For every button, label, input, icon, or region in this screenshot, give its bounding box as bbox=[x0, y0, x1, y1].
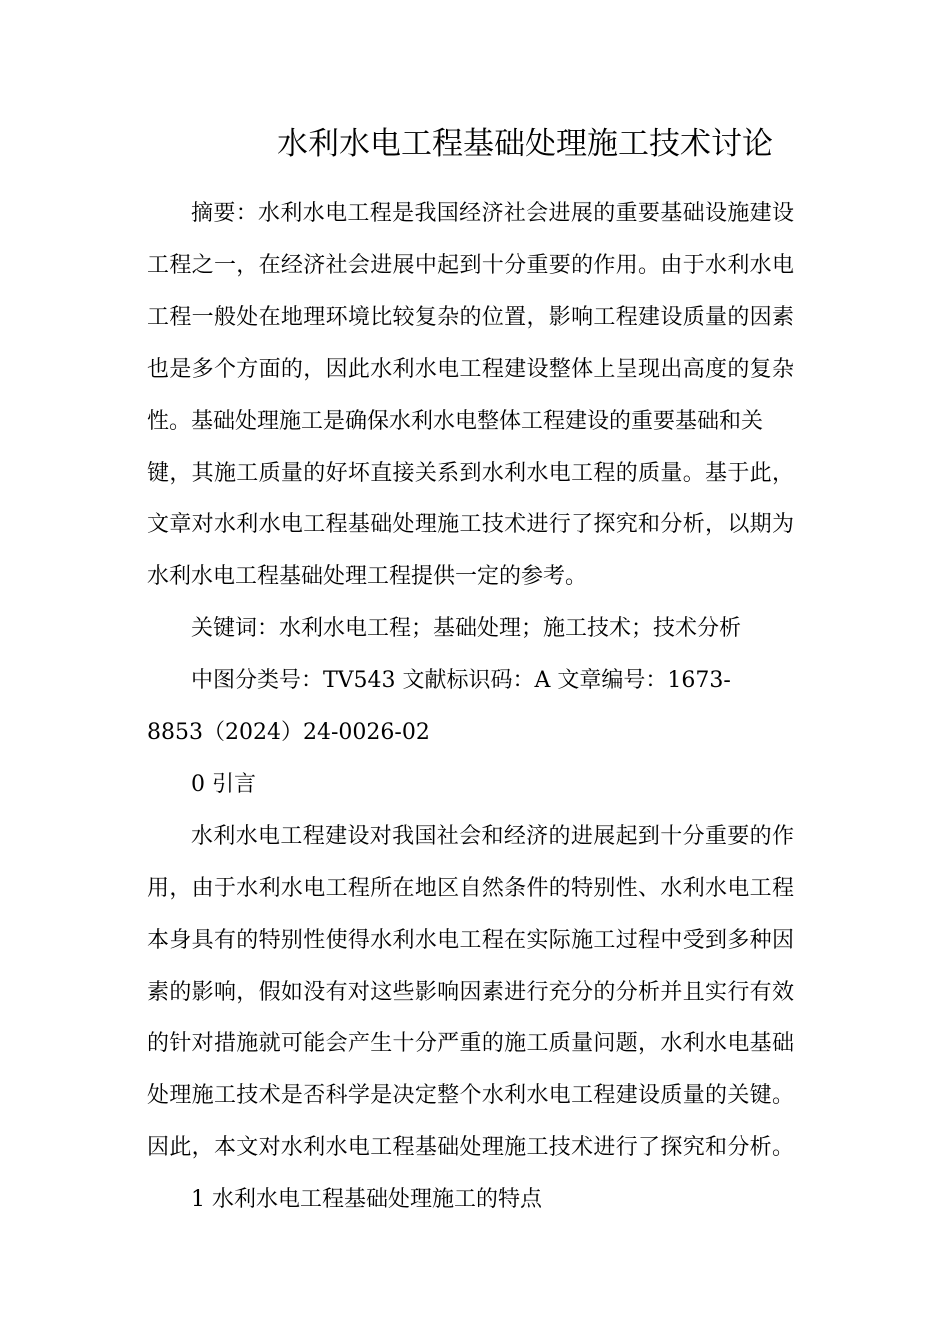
body-line: 关键词：水利水电工程；基础处理；施工技术；技术分析 bbox=[191, 616, 742, 642]
body-line: 工程之一，在经济社会进展中起到十分重要的作用。由于水利水电 bbox=[147, 252, 794, 278]
body-line: 水利水电工程基础处理工程提供一定的参考。 bbox=[147, 564, 588, 590]
body-line: 也是多个方面的，因此水利水电工程建设整体上呈现出高度的复杂 bbox=[147, 356, 794, 382]
body-line: 性。基础处理施工是确保水利水电整体工程建设的重要基础和关 bbox=[147, 408, 764, 434]
body-line: 1 水利水电工程基础处理施工的特点 bbox=[191, 1187, 542, 1213]
body-line: 用，由于水利水电工程所在地区自然条件的特别性、水利水电工程 bbox=[147, 875, 794, 901]
body-line: 文章对水利水电工程基础处理施工技术进行了探究和分析，以期为 bbox=[147, 512, 794, 538]
body-line: 素的影响，假如没有对这些影响因素进行充分的分析并且实行有效 bbox=[147, 979, 794, 1005]
body-line: 摘要：水利水电工程是我国经济社会进展的重要基础设施建设 bbox=[191, 201, 794, 226]
body-line: 0 引言 bbox=[191, 771, 256, 797]
document-title: 水利水电工程基础处理施工技术讨论 bbox=[277, 126, 773, 162]
body-line: 水利水电工程建设对我国社会和经济的进展起到十分重要的作 bbox=[191, 823, 794, 849]
body-line: 因此，本文对水利水电工程基础处理施工技术进行了探究和分析。 bbox=[147, 1135, 794, 1161]
body-line: 本身具有的特别性使得水利水电工程在实际施工过程中受到多种因 bbox=[147, 927, 794, 953]
body-line: 的针对措施就可能会产生十分严重的施工质量问题，水利水电基础 bbox=[147, 1031, 794, 1057]
body-line: 中图分类号：TV543 文献标识码：A 文章编号：1673- bbox=[191, 668, 731, 694]
body-line: 工程一般处在地理环境比较复杂的位置，影响工程建设质量的因素 bbox=[147, 304, 794, 330]
body-line: 8853（2024）24-0026-02 bbox=[147, 720, 430, 745]
body-line: 处理施工技术是否科学是决定整个水利水电工程建设质量的关键。 bbox=[147, 1083, 794, 1109]
body-line: 键，其施工质量的好坏直接关系到水利水电工程的质量。基于此， bbox=[147, 460, 794, 486]
